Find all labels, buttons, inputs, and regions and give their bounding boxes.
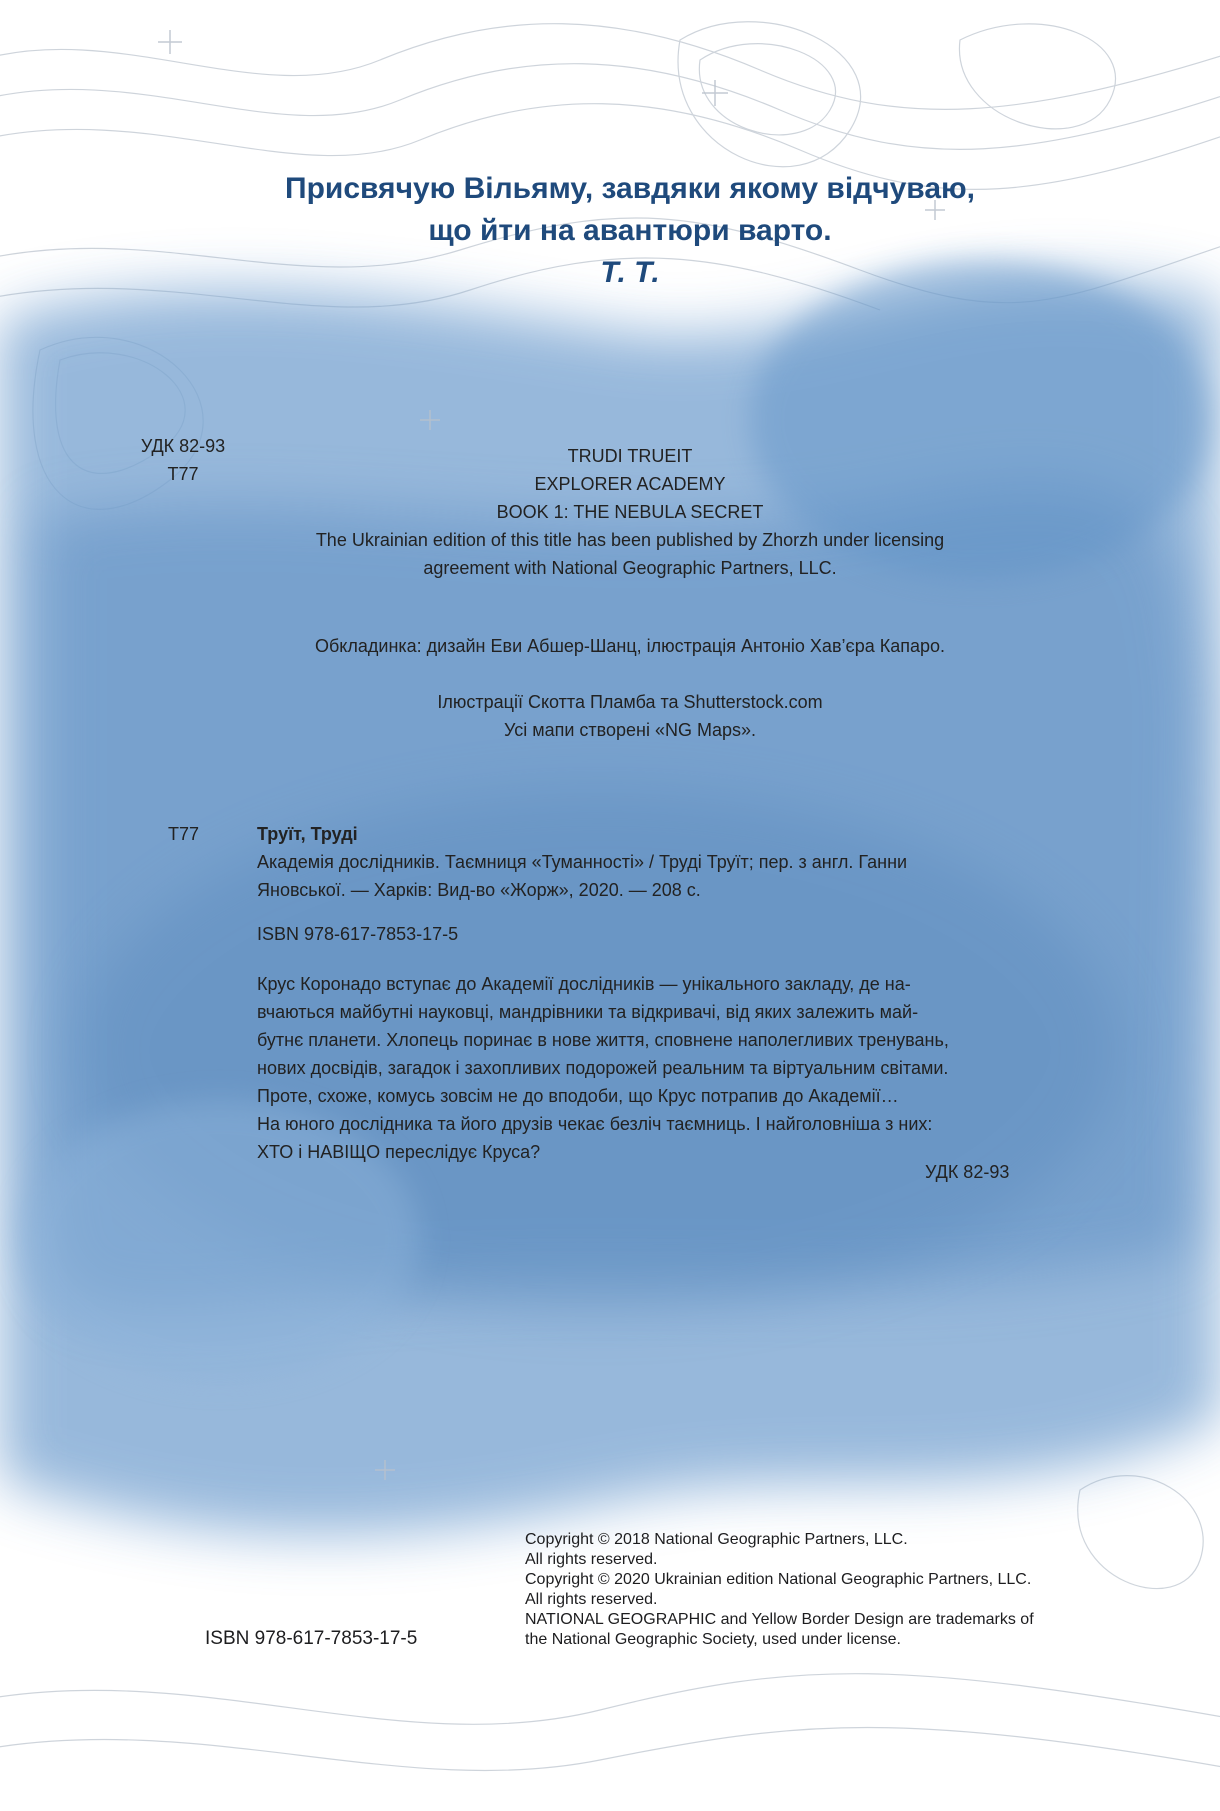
copyright-line: Copyright © 2020 Ukrainian edition National Geographic Partners, LLC. [525,1571,1032,1588]
udk-classification-bottom: УДК 82-93 [925,1162,1010,1182]
copyright-line: All rights reserved. [525,1551,658,1568]
annotation-line: ХТО і НАВІЩО переслідує Круса? [257,1142,541,1162]
dedication [0,168,1220,294]
original-edition-info [200,442,1060,582]
illustrations-credit [200,688,1060,744]
catalog-author-mark: Т77 [168,824,200,844]
copyright-line: All rights reserved. [525,1591,658,1608]
annotation-line: Проте, схоже, комусь зовсім не до вподоби, що Крус потрапив до Академії… [257,1086,899,1106]
license-line-1: The Ukrainian edition of this title has been published by Zhorzh under licensing [315,530,945,550]
original-series: EXPLORER ACADEMY [534,474,726,494]
author-mark: Т77 [167,464,199,484]
annotation-line: бутнє планети. Хлопець поринає в нове життя, сповнене наполегливих тренувань, [257,1030,949,1050]
illustrations-line-2: Усі мапи створені «NG Maps». [503,720,757,740]
dedication-line-1: Присвячую Вільяму, завдяки якому відчуваю, [285,172,975,205]
dedication-initials: Т. Т. [600,256,660,289]
copyright-line: Copyright © 2018 National Geographic Partners, LLC. [525,1531,908,1548]
copyright-line: NATIONAL GEOGRAPHIC and Yellow Border Design are trademarks of [525,1611,1034,1628]
catalog-isbn: ISBN 978-617-7853-17-5 [257,924,459,944]
annotation-line: вчаються майбутні науковці, мандрівники та відкривачі, від яких залежить май- [257,1002,919,1022]
cover-credit: Обкладинка: дизайн Еви Абшер-Шанц, ілюстрація Антоніо Хав’єра Капаро. [315,636,945,656]
catalog-line-2: Яновської. — Харків: Вид-во «Жорж», 2020. — 208 с. [257,880,701,900]
udk-code: УДК 82-93 [140,436,226,456]
original-book: BOOK 1: THE NEBULA SECRET [496,502,764,522]
license-line-2: agreement with National Geographic Partners, LLC. [423,558,837,578]
annotation-line: На юного дослідника та його друзів чекає безліч таємниць. І найголовніша з них: [257,1114,933,1134]
annotation-line: Крус Коронадо вступає до Академії дослідників — унікального закладу, де на- [257,974,911,994]
dedication-line-2: що йти на авантюри варто. [428,214,832,247]
catalog-record [257,820,1009,904]
annotation-line: нових досвідів, загадок і захопливих подорожей реальним та віртуальним світами. [257,1058,949,1078]
book-annotation [257,970,1009,1166]
copyright-line: the National Geographic Society, used under license. [525,1631,901,1648]
catalog-line-1: Академія дослідників. Таємниця «Туманності» / Труді Труїт; пер. з англ. Ганни [257,852,908,872]
catalog-author: Труїт, Труді [257,824,358,844]
original-author: TRUDI TRUEIT [567,446,693,466]
isbn-bottom: ISBN 978-617-7853-17-5 [205,1628,418,1649]
copyright-notice [525,1530,1085,1650]
illustrations-line-1: Ілюстрації Скотта Пламба та Shutterstock.com [437,692,823,712]
